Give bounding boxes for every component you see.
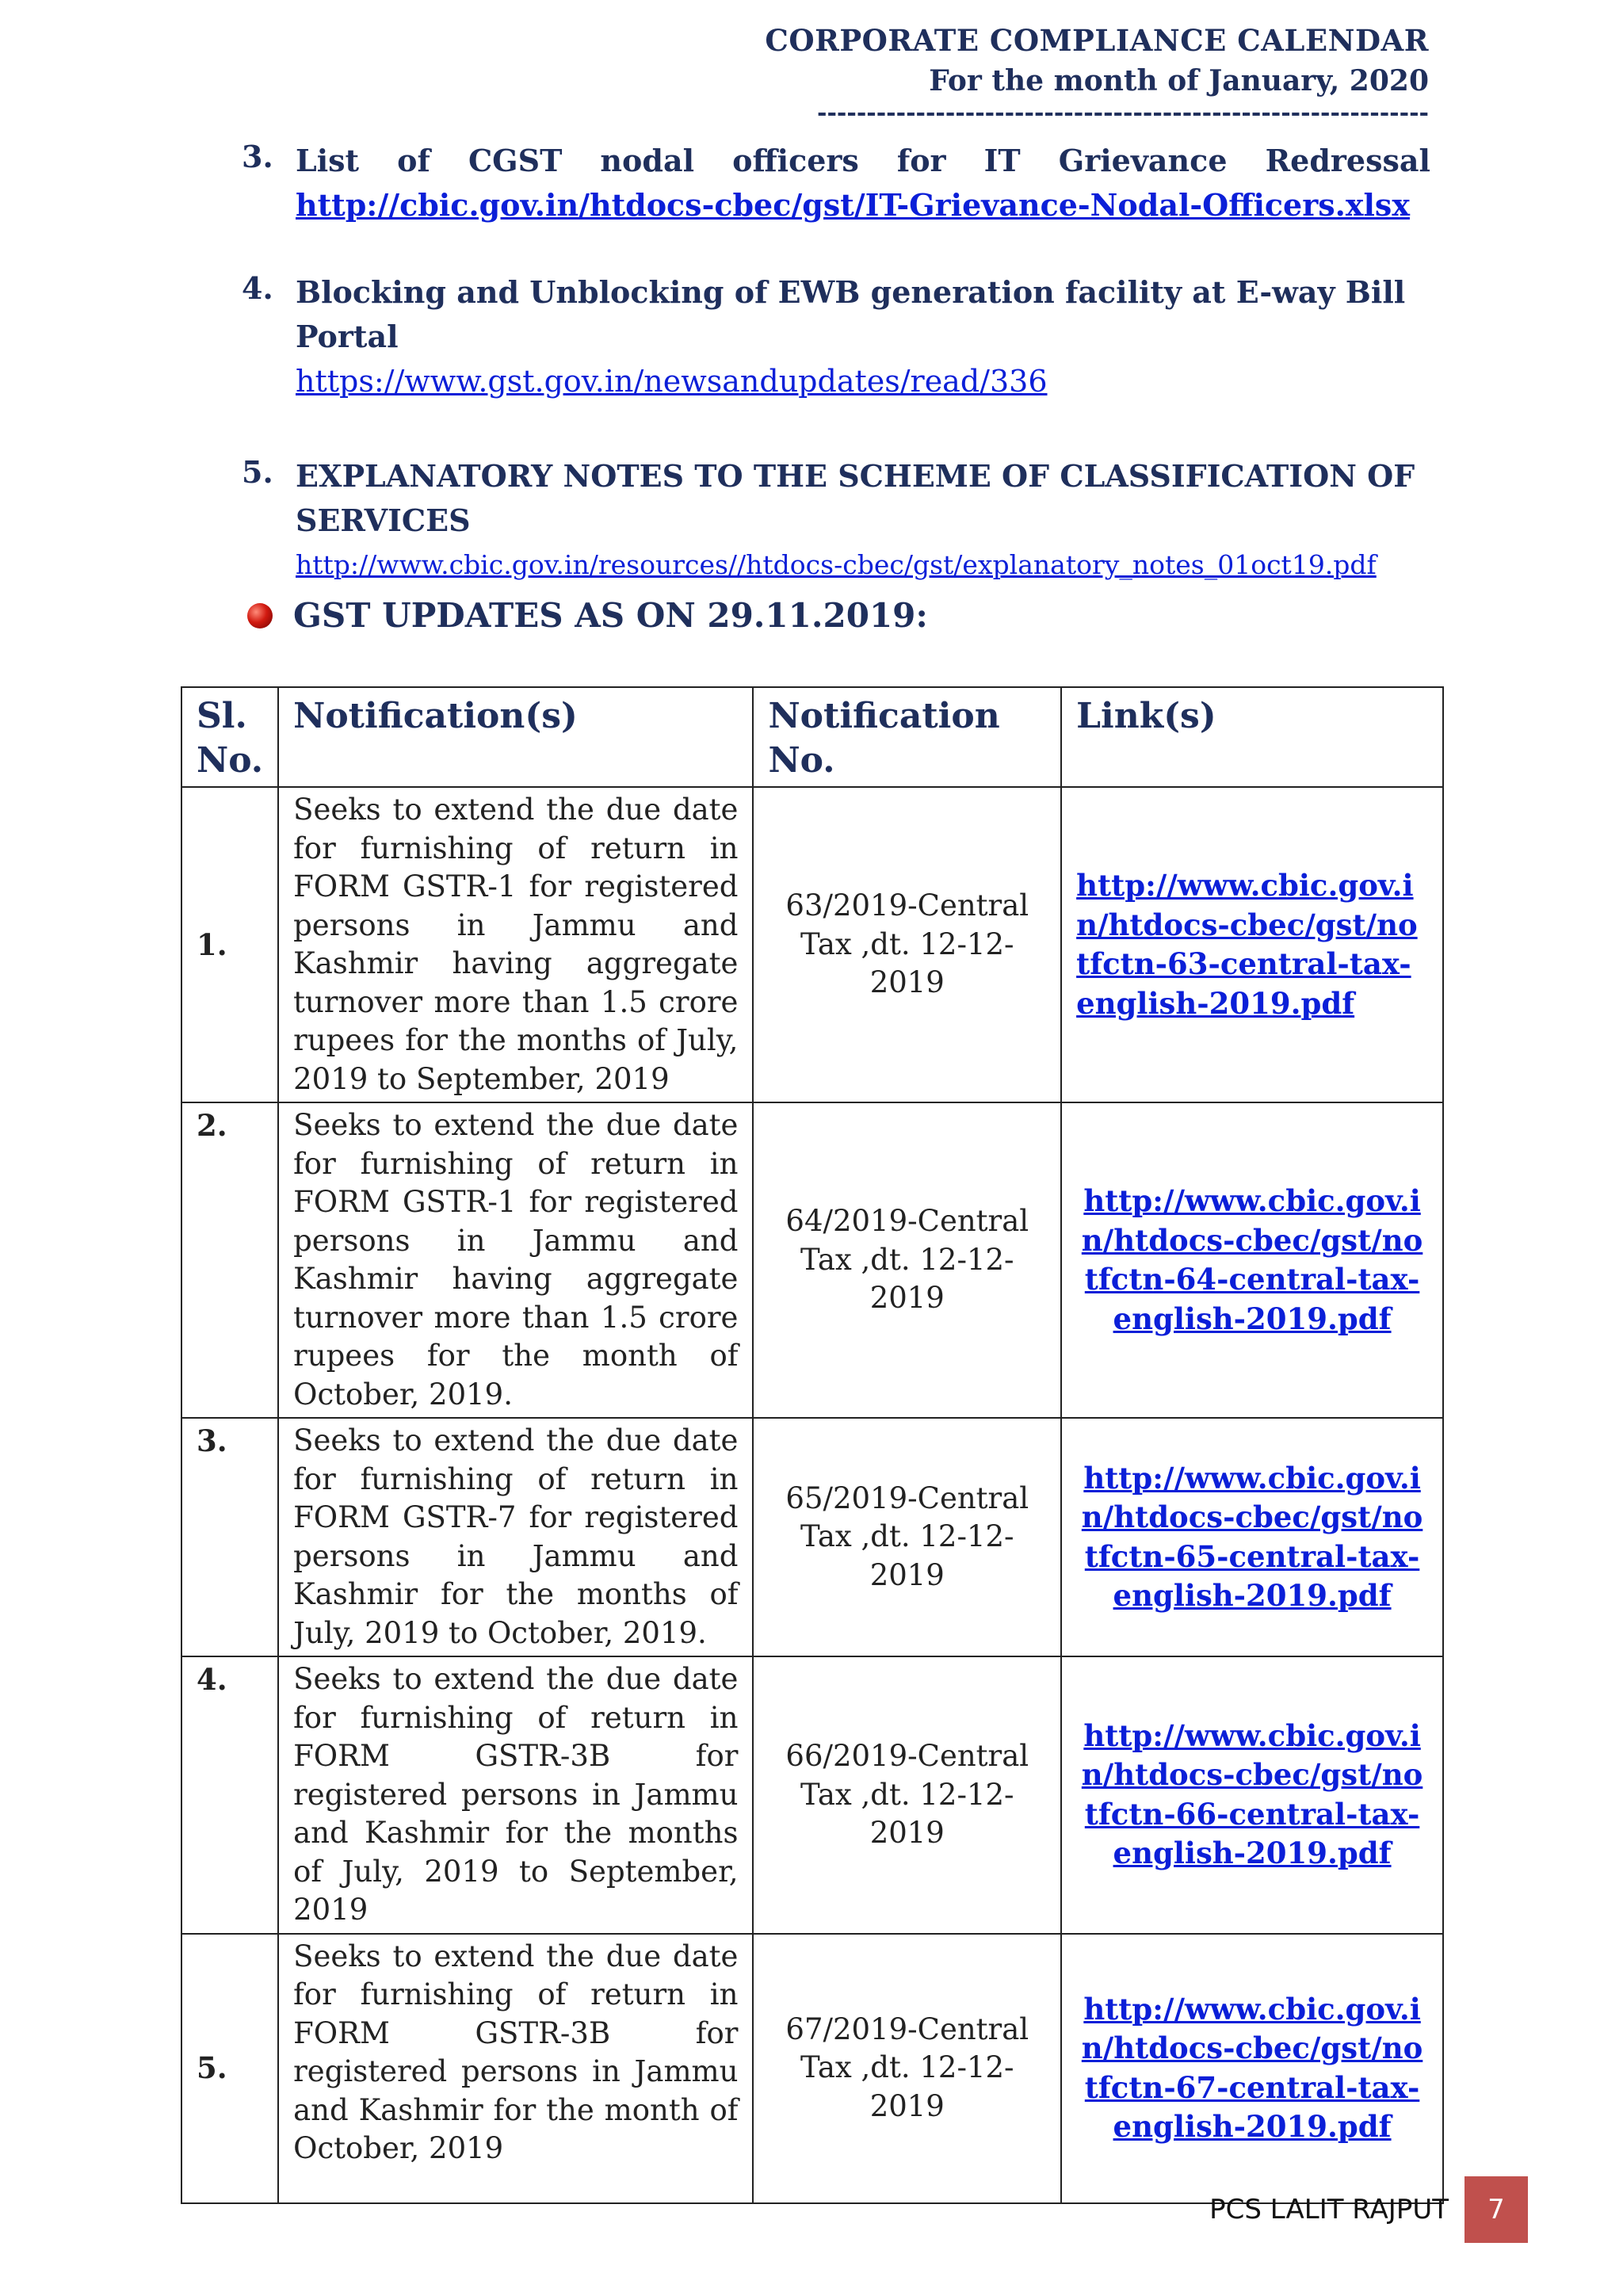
row-link[interactable]: http://www.cbic.gov.in/htdocs-cbec/gst/notfctn-66-central-tax-english-2019.pdf <box>1081 1717 1423 1871</box>
item-title: EXPLANATORY NOTES TO THE SCHEME OF CLASSIFICATION OF SERVICES <box>296 458 1415 538</box>
item-link-row <box>296 183 1430 227</box>
row-number: 64/2019-Central Tax ,dt. 12-12-2019 <box>753 1102 1061 1418</box>
row-link[interactable]: http://www.cbic.gov.in/htdocs-cbec/gst/notfctn-63-central-tax-english-2019.pdf <box>1076 868 1418 1021</box>
table-row <box>181 787 1443 1102</box>
table-header-row <box>181 687 1443 787</box>
row-link-cell <box>1061 1934 1443 2203</box>
table-row <box>181 1934 1443 2203</box>
row-number: 63/2019-Central Tax ,dt. 12-12-2019 <box>753 787 1061 1102</box>
col-header-number: Notification No. <box>753 687 1061 787</box>
item-number: 4. <box>242 270 273 306</box>
header-divider: -------------------------------------------------------------- <box>817 99 1429 127</box>
row-link[interactable]: http://www.cbic.gov.in/htdocs-cbec/gst/notfctn-67-central-tax-english-2019.pdf <box>1081 1991 1423 2144</box>
row-link[interactable]: http://www.cbic.gov.in/htdocs-cbec/gst/notfctn-64-central-tax-english-2019.pdf <box>1081 1183 1423 1336</box>
row-notification: Seeks to extend the due date for furnishing of return in FORM GSTR-7 for registered persons in Jammu and Kashmir for the months of July, 2019 to October, 2019. <box>278 1418 753 1656</box>
item-link-row <box>296 359 1430 403</box>
header-title: CORPORATE COMPLIANCE CALENDAR <box>765 23 1429 58</box>
footer-author: PCS LALIT RAJPUT <box>1209 2194 1449 2225</box>
row-notification: Seeks to extend the due date for furnishing of return in FORM GSTR-1 for registered persons in Jammu and Kashmir having aggregate turnover more than 1.5 crore rupees for the month of October, 2019. <box>278 1102 753 1418</box>
page-number: 7 <box>1465 2176 1528 2243</box>
row-sl: 4. <box>181 1656 278 1934</box>
red-bullet-icon <box>247 603 273 628</box>
table-row <box>181 1102 1443 1418</box>
table-row <box>181 1656 1443 1934</box>
row-link-cell <box>1061 1418 1443 1656</box>
item-link-row <box>296 543 1430 587</box>
item-title: Blocking and Unblocking of EWB generation facility at E-way Bill Portal <box>296 274 1406 354</box>
item-link[interactable]: https://www.gst.gov.in/newsandupdates/read/336 <box>296 364 1048 399</box>
page-footer <box>1209 2176 1528 2243</box>
item-link[interactable]: http://www.cbic.gov.in/resources//htdocs-cbec/gst/explanatory_notes_01oct19.pdf <box>296 549 1377 580</box>
page-header <box>765 21 1429 125</box>
row-link-cell <box>1061 787 1443 1102</box>
gst-updates-table <box>181 686 1444 2204</box>
list-item <box>242 454 1430 587</box>
row-sl: 2. <box>181 1102 278 1418</box>
update-list <box>242 139 1430 587</box>
header-subtitle: For the month of January, 2020 <box>929 64 1429 97</box>
col-header-sl: Sl. No. <box>181 687 278 787</box>
row-number: 66/2019-Central Tax ,dt. 12-12-2019 <box>753 1656 1061 1934</box>
row-sl: 1. <box>181 787 278 1102</box>
col-header-links: Link(s) <box>1061 687 1443 787</box>
row-link-cell <box>1061 1102 1443 1418</box>
item-title: List of CGST nodal officers for IT Grievance Redressal <box>296 143 1430 178</box>
row-link[interactable]: http://www.cbic.gov.in/htdocs-cbec/gst/notfctn-65-central-tax-english-2019.pdf <box>1081 1460 1423 1613</box>
list-item <box>242 139 1430 227</box>
item-link[interactable]: http://cbic.gov.in/htdocs-cbec/gst/IT-Grievance-Nodal-Officers.xlsx <box>296 187 1410 223</box>
row-link-cell <box>1061 1656 1443 1934</box>
row-notification: Seeks to extend the due date for furnishing of return in FORM GSTR-3B for registered persons in Jammu and Kashmir for the months of July, 2019 to September, 2019 <box>278 1656 753 1934</box>
list-item <box>242 270 1430 403</box>
row-notification: Seeks to extend the due date for furnishing of return in FORM GSTR-3B for registered persons in Jammu and Kashmir for the month of October, 2019 <box>278 1934 753 2203</box>
row-number: 67/2019-Central Tax ,dt. 12-12-2019 <box>753 1934 1061 2203</box>
section-title: GST UPDATES AS ON 29.11.2019: <box>293 596 928 635</box>
row-sl: 3. <box>181 1418 278 1656</box>
row-notification: Seeks to extend the due date for furnishing of return in FORM GSTR-1 for registered persons in Jammu and Kashmir having aggregate turnover more than 1.5 crore rupees for the months of July, 2019 to September, 2019 <box>278 787 753 1102</box>
table-row <box>181 1418 1443 1656</box>
col-header-notification: Notification(s) <box>278 687 753 787</box>
row-number: 65/2019-Central Tax ,dt. 12-12-2019 <box>753 1418 1061 1656</box>
row-sl: 5. <box>181 1934 278 2203</box>
section-heading <box>247 596 928 635</box>
item-number: 3. <box>242 139 273 174</box>
item-number: 5. <box>242 454 273 490</box>
